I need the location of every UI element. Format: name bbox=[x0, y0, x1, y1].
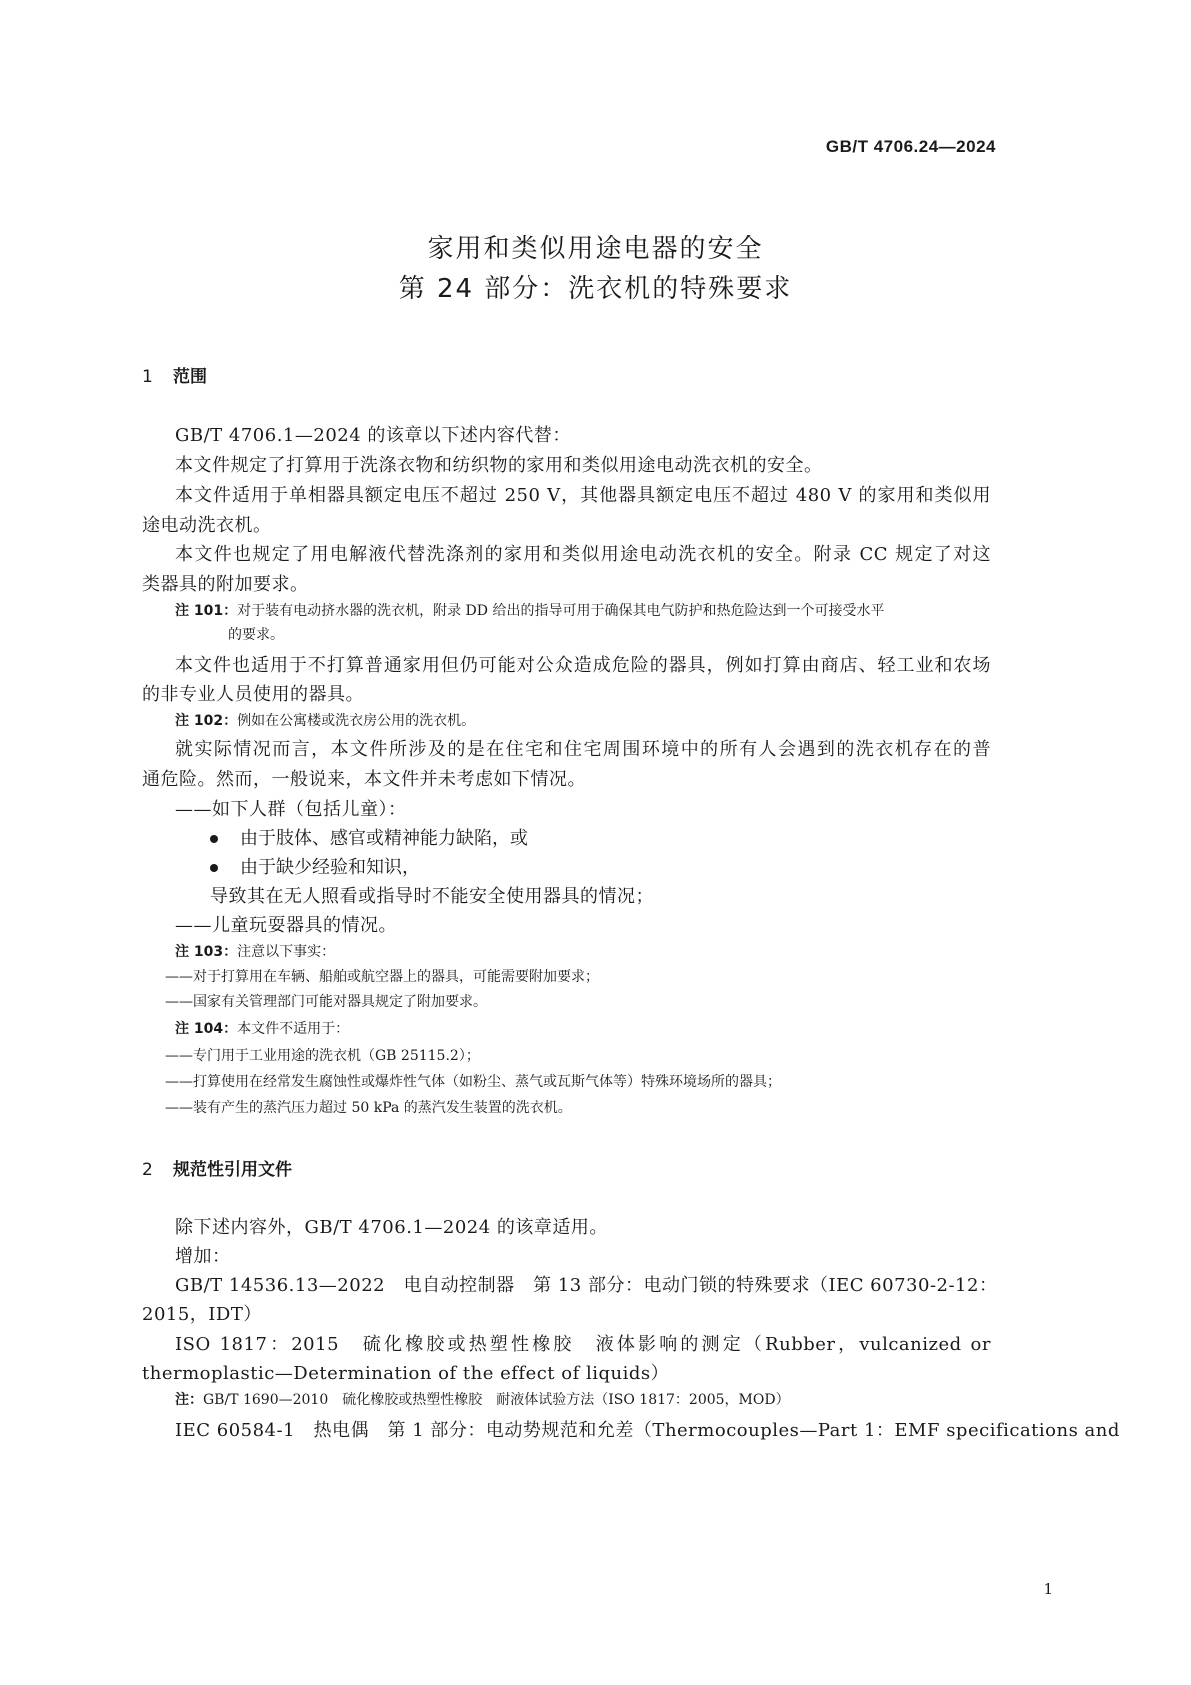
reference-note bbox=[175, 1389, 790, 1409]
note-text: GB/T 1690—2010 硫化橡胶或热塑性橡胶 耐液体试验方法（ISO 1817：2005，MOD） bbox=[203, 1392, 790, 1408]
note-list-item: ——装有产生的蒸汽压力超过 50 kPa 的蒸汽发生装置的洗衣机。 bbox=[165, 1100, 572, 1116]
document-title-line2: 第 24 部分：洗衣机的特殊要求 bbox=[398, 274, 793, 304]
paragraph-cont: 类器具的附加要求。 bbox=[142, 574, 309, 595]
section-number: 1 bbox=[142, 367, 153, 387]
section-number: 2 bbox=[142, 1160, 153, 1180]
dash-item: ——儿童玩耍器具的情况。 bbox=[175, 915, 397, 936]
section-title: 范围 bbox=[173, 367, 207, 387]
reference-entry: GB/T 14536.13—2022 电自动控制器 第 13 部分：电动门锁的特殊要求（IEC 60730-2-12： bbox=[175, 1275, 998, 1296]
note-label: 注 103： bbox=[175, 944, 238, 960]
note-104 bbox=[175, 1018, 349, 1038]
paragraph-cont: 通危险。然而，一般说来，本文件并未考虑如下情况。 bbox=[142, 769, 586, 790]
note-list-item: ——国家有关管理部门可能对器具规定了附加要求。 bbox=[165, 994, 487, 1010]
paragraph: GB/T 4706.1—2024 的该章以下述内容代替： bbox=[175, 425, 571, 446]
standard-number: GB/T 4706.24—2024 bbox=[825, 137, 996, 156]
paragraph: 除下述内容外，GB/T 4706.1—2024 的该章适用。 bbox=[175, 1217, 608, 1238]
paragraph: 本文件也规定了用电解液代替洗涤剂的家用和类似用途电动洗衣机的安全。附录 CC 规定了对这 bbox=[175, 544, 991, 565]
note-label: 注 104： bbox=[175, 1021, 238, 1037]
paragraph: 本文件适用于单相器具额定电压不超过 250 V，其他器具额定电压不超过 480 V 的家用和类似用 bbox=[175, 485, 991, 506]
note-label: 注 101： bbox=[175, 603, 238, 619]
paragraph-cont: 途电动洗衣机。 bbox=[142, 515, 272, 536]
note-list-item: ——对于打算用在车辆、船舶或航空器上的器具，可能需要附加要求； bbox=[165, 969, 599, 985]
reference-entry-cont: 2015，IDT） bbox=[142, 1304, 262, 1325]
bullet-item bbox=[210, 824, 528, 850]
bullet-icon bbox=[210, 864, 218, 872]
paragraph: 增加： bbox=[175, 1246, 231, 1267]
note-list-item: ——打算使用在经常发生腐蚀性或爆炸性气体（如粉尘、蒸气或瓦斯气体等）特殊环境场所的器具； bbox=[165, 1074, 781, 1090]
paragraph-cont: 的非专业人员使用的器具。 bbox=[142, 684, 364, 705]
note-text: 注意以下事实： bbox=[237, 944, 336, 960]
note-101 bbox=[175, 600, 884, 620]
bullet-text: 由于缺少经验和知识， bbox=[240, 857, 420, 878]
note-101-cont: 的要求。 bbox=[228, 627, 284, 643]
note-102 bbox=[175, 710, 475, 730]
paragraph: 就实际情况而言，本文件所涉及的是在住宅和住宅周围环境中的所有人会遇到的洗衣机存在的普 bbox=[175, 739, 991, 760]
section-1-heading bbox=[142, 362, 207, 387]
note-text: 例如在公寓楼或洗衣房公用的洗衣机。 bbox=[237, 713, 476, 729]
reference-entry-cont: thermoplastic—Determination of the effect of liquids） bbox=[142, 1363, 670, 1384]
note-label: 注 102： bbox=[175, 713, 238, 729]
dash-item: ——如下人群（包括儿童）： bbox=[175, 799, 407, 820]
reference-entry: IEC 60584-1 热电偶 第 1 部分：电动势规范和允差（Thermocouples—Part 1：EMF specifications and bbox=[175, 1420, 1120, 1441]
dash-item-cont: 导致其在无人照看或指导时不能安全使用器具的情况； bbox=[210, 886, 654, 907]
paragraph: 本文件规定了打算用于洗涤衣物和纺织物的家用和类似用途电动洗衣机的安全。 bbox=[175, 455, 823, 476]
note-label: 注： bbox=[175, 1392, 203, 1408]
bullet-text: 由于肢体、感官或精神能力缺陷，或 bbox=[240, 828, 528, 849]
document-title-line1: 家用和类似用途电器的安全 bbox=[427, 234, 764, 264]
section-2-heading bbox=[142, 1155, 292, 1180]
section-title: 规范性引用文件 bbox=[173, 1160, 292, 1180]
reference-entry: ISO 1817：2015 硫化橡胶或热塑性橡胶 液体影响的测定（Rubber，vulcanized or bbox=[175, 1334, 991, 1355]
page-number: 1 bbox=[1043, 1580, 1053, 1598]
note-103 bbox=[175, 941, 335, 961]
note-text: 对于装有电动挤水器的洗衣机，附录 DD 给出的指导可用于确保其电气防护和热危险达到一个可接受水平 bbox=[237, 603, 885, 619]
note-text: 本文件不适用于： bbox=[237, 1021, 350, 1037]
note-list-item: ——专门用于工业用途的洗衣机（GB 25115.2）； bbox=[165, 1048, 480, 1064]
bullet-item bbox=[210, 853, 420, 879]
paragraph: 本文件也适用于不打算普通家用但仍可能对公众造成危险的器具，例如打算由商店、轻工业和农场 bbox=[175, 655, 991, 676]
bullet-icon bbox=[210, 835, 218, 843]
